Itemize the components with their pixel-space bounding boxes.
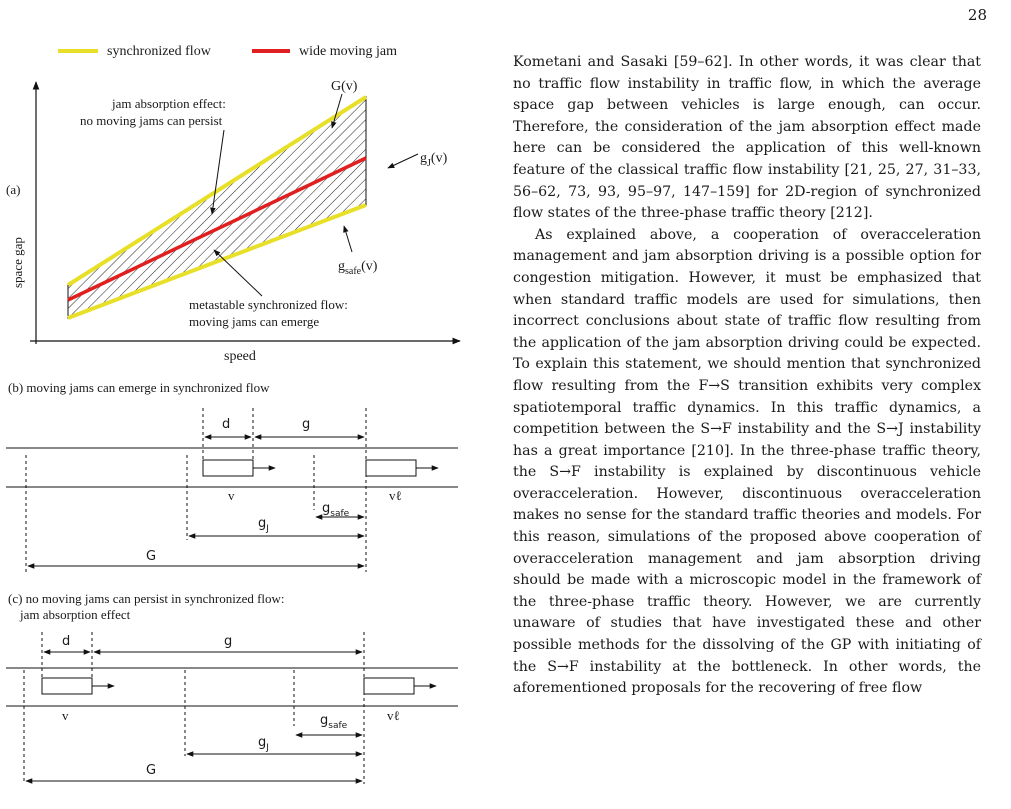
- figure: [0, 0, 480, 809]
- curve-G-label: G(v): [331, 79, 358, 94]
- c-label-v: v: [62, 708, 69, 723]
- b-label-v: v: [228, 488, 235, 503]
- b-label-g: g: [302, 417, 311, 432]
- b-label-gsafe: $g_{safe}$: [322, 501, 350, 519]
- paragraph-1: Kometani and Sasaki [59–62]. In other words, it was clear that no traffic flow instability in traffic flow, in which the average space gap between vehicles is large enough, can occur. Therefore, the consideration of the jam absorption effect made here can be considered the application of this well-known feature of the classical traffic flow instability [21, 25, 27, 31–33, 56–62, 73, 93, 95–97, 147–159] for 2D-region of synchronized flow states of the three-phase traffic theory [212].: [513, 54, 981, 222]
- curve-gsafe-pointer: [344, 226, 352, 252]
- curve-gJ-pointer: [388, 154, 418, 168]
- leader-b: [366, 460, 416, 476]
- x-axis-label: speed: [224, 349, 256, 364]
- curve-gJ-label: $g_J(v)$: [420, 151, 448, 169]
- c-label-g: g: [224, 634, 233, 649]
- panel-c-title-2: jam absorption effect: [20, 607, 131, 622]
- metastable-label-1: metastable synchronized flow:: [189, 297, 348, 312]
- vehicle-c: [42, 678, 92, 694]
- page-number: 28: [967, 6, 987, 24]
- metastable-pointer: [214, 250, 262, 296]
- panel-c-title-1: (c) no moving jams can persist in synchronized flow:: [8, 591, 285, 606]
- y-axis-label: space gap: [10, 237, 25, 288]
- curve-gsafe-label: $g_{safe}(v)$: [338, 259, 378, 277]
- body-text: [513, 52, 981, 700]
- b-label-G: G: [146, 549, 157, 564]
- paragraph-2: As explained above, a cooperation of overacceleration management and jam absorption driving is a possible option for congestion mitigation. However, it must be emphasized that when standard traffic models are used for simulations, then incorrect conclusions about state of traffic flow resulting from the application of the jam absorption driving could be expected. To explain this statement, we should mention that synchronized flow resulting from the F→S transition exhibits very complex spatiotemporal traffic dynamics. In this traffic dynamics, a competition between the S→F instability and the S→J instability has a great importance [210]. In the three-phase traffic theory, the S→F instability is explained by discontinuous vehicle overacceleration. However, discontinuous overacceleration makes no sense for the standard traffic theories and models. For this reason, simulations of the proposed above cooperation of overacceleration management and jam absorption driving should be made with a microscopic model in the framework of the three-phase traffic theory. However, we are currently unaware of studies that have investigated these and other possible methods for the dissolving of the GP with initiating of the S→F instability at the bottleneck. In other words, the aforementioned proposals for the recovering of free flow: [513, 226, 981, 697]
- b-label-d: d: [222, 417, 231, 432]
- c-label-gJ: $g_J$: [258, 735, 269, 753]
- vehicle-b: [203, 460, 253, 476]
- c-label-G: G: [146, 763, 157, 778]
- panel-b-title: (b) moving jams can emerge in synchronized flow: [8, 380, 270, 395]
- c-label-gsafe: $g_{safe}$: [320, 713, 348, 731]
- synchronized-flow-region: [68, 97, 366, 318]
- panel-a-tag: (a): [6, 182, 21, 197]
- b-label-gJ: $g_J$: [258, 516, 269, 534]
- legend-jam-label: wide moving jam: [299, 44, 397, 59]
- c-label-vlead: vℓ: [387, 708, 400, 723]
- metastable-label-2: moving jams can emerge: [189, 314, 320, 329]
- legend-synchronized-label: synchronized flow: [107, 44, 211, 59]
- b-label-vlead: vℓ: [389, 488, 402, 503]
- absorption-label-2: no moving jams can persist: [80, 113, 223, 128]
- absorption-label-1: jam absorption effect:: [112, 96, 226, 111]
- figure-canvas: [0, 0, 480, 809]
- c-label-d: d: [62, 634, 71, 649]
- leader-c: [364, 678, 414, 694]
